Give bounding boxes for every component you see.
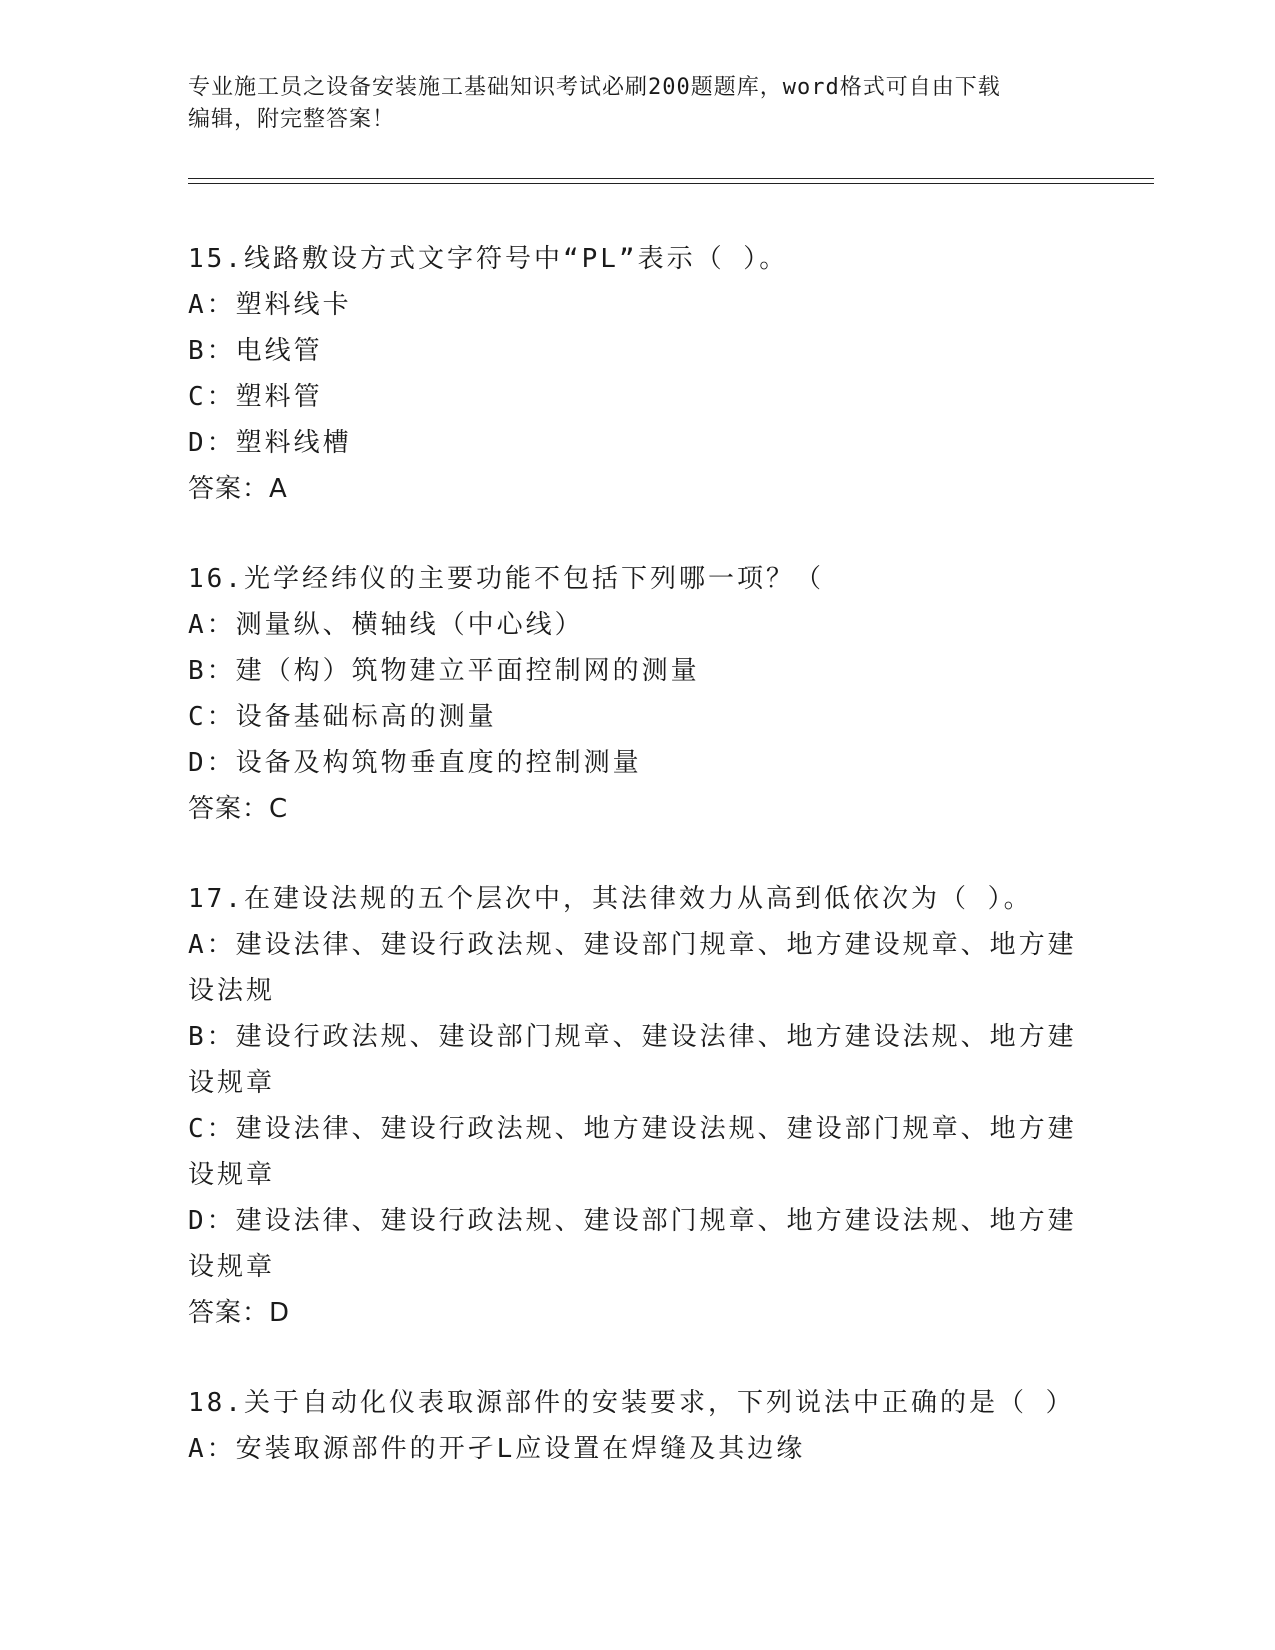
- question-17: [188, 876, 1088, 1336]
- option-c: C：塑料管: [188, 382, 323, 412]
- answer: 答案：D: [188, 1298, 291, 1328]
- option-a: A：测量纵、横轴线（中心线）: [188, 610, 584, 640]
- question-18: [188, 1380, 1088, 1472]
- option-a: A：建设法律、建设行政法规、建设部门规章、地方建设规章、地方建设法规: [188, 930, 1077, 1006]
- question-16: [188, 556, 1088, 832]
- question-stem: 18.关于自动化仪表取源部件的安装要求，下列说法中正确的是（ ）: [188, 1388, 1075, 1418]
- header-line-2: 编辑，附完整答案！: [188, 107, 396, 132]
- question-15: [188, 236, 1088, 512]
- header-line-1: 专业施工员之设备安装施工基础知识考试必刷200题题库，word格式可自由下载: [188, 75, 1001, 100]
- question-stem: 16.光学经纬仪的主要功能不包括下列哪一项？（: [188, 564, 824, 594]
- answer: 答案：A: [188, 474, 288, 504]
- option-b: B：建设行政法规、建设部门规章、建设法律、地方建设法规、地方建设规章: [188, 1022, 1077, 1098]
- option-a: A：塑料线卡: [188, 290, 352, 320]
- option-a: A：安装取源部件的开孑L应设置在焊缝及其边缘: [188, 1434, 806, 1464]
- question-stem: 15.线路敷设方式文字符号中“PL”表示（ ）。: [188, 244, 789, 274]
- document-header: [188, 72, 1088, 136]
- option-b: B：建（构）筑物建立平面控制网的测量: [188, 656, 700, 686]
- option-d: D：建设法律、建设行政法规、建设部门规章、地方建设法规、地方建设规章: [188, 1206, 1077, 1282]
- question-stem: 17.在建设法规的五个层次中，其法律效力从高到低依次为（ ）。: [188, 884, 1033, 914]
- option-c: C：建设法律、建设行政法规、地方建设法规、建设部门规章、地方建设规章: [188, 1114, 1077, 1190]
- option-c: C：设备基础标高的测量: [188, 702, 497, 732]
- option-d: D：设备及构筑物垂直度的控制测量: [188, 748, 642, 778]
- answer: 答案：C: [188, 794, 289, 824]
- header-divider-top: [188, 178, 1154, 179]
- question-list: [188, 236, 1088, 1516]
- option-b: B：电线管: [188, 336, 323, 366]
- option-d: D：塑料线槽: [188, 428, 352, 458]
- header-divider-bottom: [188, 183, 1154, 184]
